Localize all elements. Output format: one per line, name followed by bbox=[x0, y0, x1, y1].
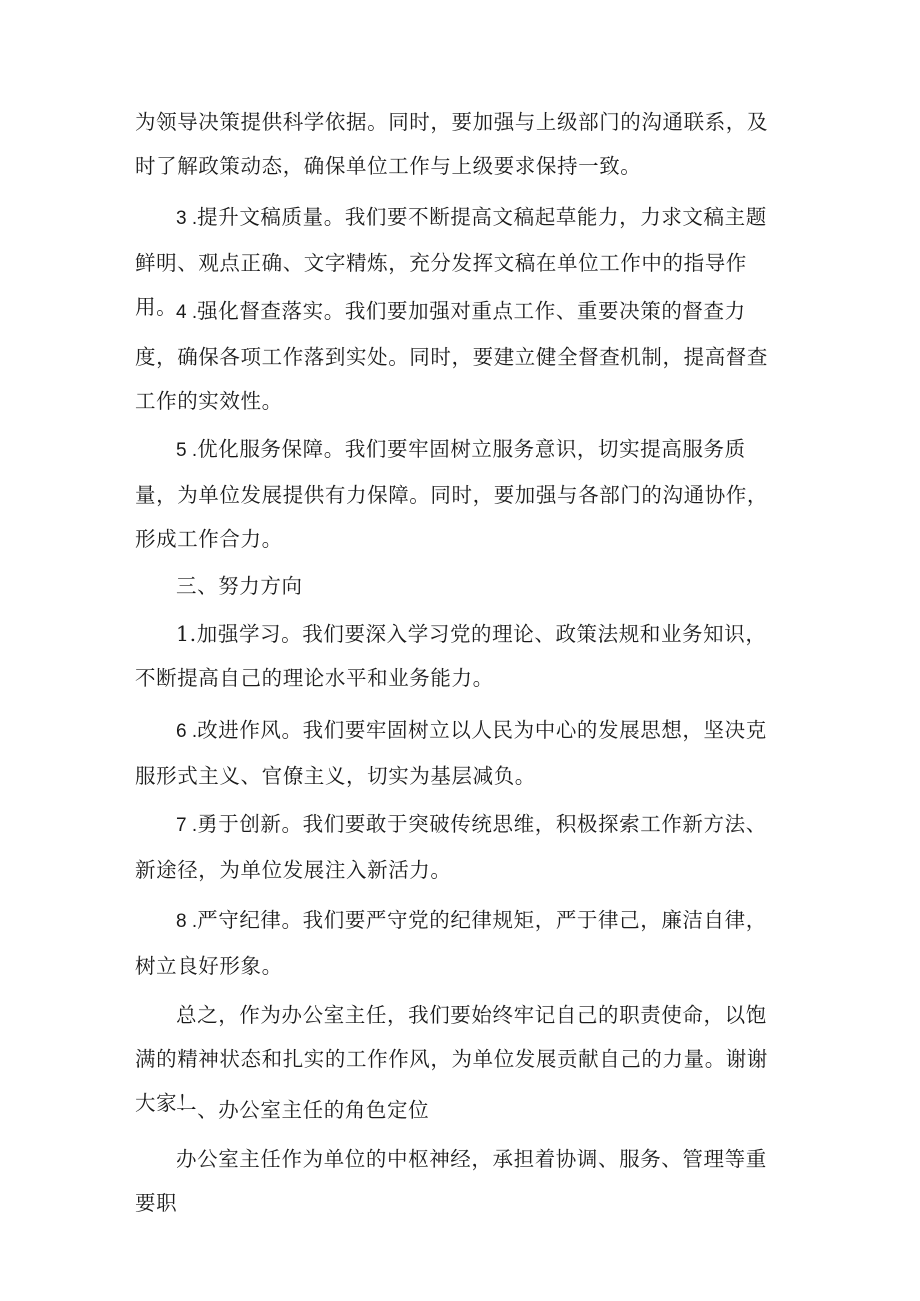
paragraph-continuation bbox=[135, 100, 785, 188]
paragraph-text: 1.加强学习。我们要深入学习党的理论、政策法规和业务知识，不断提高自己的理论水平和业务能力。 bbox=[135, 622, 767, 690]
paragraph-text: 优化服务保障。我们要牢固树立服务意识，切实提高服务质量，为单位发展提供有力保障。同时，要加强与各部门的沟通协作，形成工作合力。 bbox=[135, 437, 768, 551]
section-heading-3 bbox=[135, 564, 785, 608]
paragraph-item-5 bbox=[135, 427, 785, 561]
paragraph-text: 严守纪律。我们要严守党的纪律规矩，严于律己，廉洁自律，树立良好形象。 bbox=[135, 908, 767, 978]
paragraph-text: 办公室主任作为单位的中枢神经，承担着协调、服务、管理等重要职 bbox=[135, 1147, 767, 1215]
item-number: 4 . bbox=[176, 302, 198, 323]
item-number: 8 . bbox=[176, 911, 198, 932]
item-number: 5 . bbox=[176, 440, 198, 461]
item-number: 6 . bbox=[176, 721, 198, 742]
paragraph-text: 总之，作为办公室主任，我们要始终牢记自己的职责使命，以饱满的精神状态和扎实的工作作风，为单位发展贡献自己的力量。谢谢大家！ bbox=[135, 1003, 768, 1115]
paragraph-text: 勇于创新。我们要敢于突破传统思维，积极探索工作新方法、新途径，为单位发展注入新活力。 bbox=[135, 812, 767, 882]
paragraph-text: 强化督查落实。我们要加强对重点工作、重要决策的督查力度，确保各项工作落到实处。同时，要建立健全督查机制，提高督查工作的实效性。 bbox=[135, 299, 768, 413]
item-number: 7 . bbox=[176, 815, 198, 836]
heading-text: 三、努力方向 bbox=[176, 574, 303, 598]
paragraph-item-8 bbox=[135, 898, 785, 988]
section-heading-1 bbox=[135, 1088, 785, 1132]
paragraph-text: 提升文稿质量。我们要不断提高文稿起草能力，力求文稿主题鲜明、观点正确、文字精炼，充分发挥文稿在单位工作中的指导作用。 bbox=[135, 205, 767, 319]
paragraph-item-4 bbox=[135, 289, 785, 423]
paragraph-text: 改进作风。我们要牢固树立以人民为中心的发展思想，坚决克服形式主义、官僚主义，切实为基层减负。 bbox=[135, 718, 767, 788]
item-number: 3 . bbox=[176, 208, 198, 229]
paragraph-role bbox=[135, 1137, 785, 1225]
paragraph-item-6 bbox=[135, 708, 785, 798]
paragraph-item-1 bbox=[135, 612, 785, 700]
paragraph-text: 为领导决策提供科学依据。同时，要加强与上级部门的沟通联系，及时了解政策动态，确保单位工作与上级要求保持一致。 bbox=[135, 110, 768, 178]
paragraph-item-7 bbox=[135, 802, 785, 892]
heading-text: 一、办公室主任的角色定位 bbox=[176, 1098, 430, 1122]
